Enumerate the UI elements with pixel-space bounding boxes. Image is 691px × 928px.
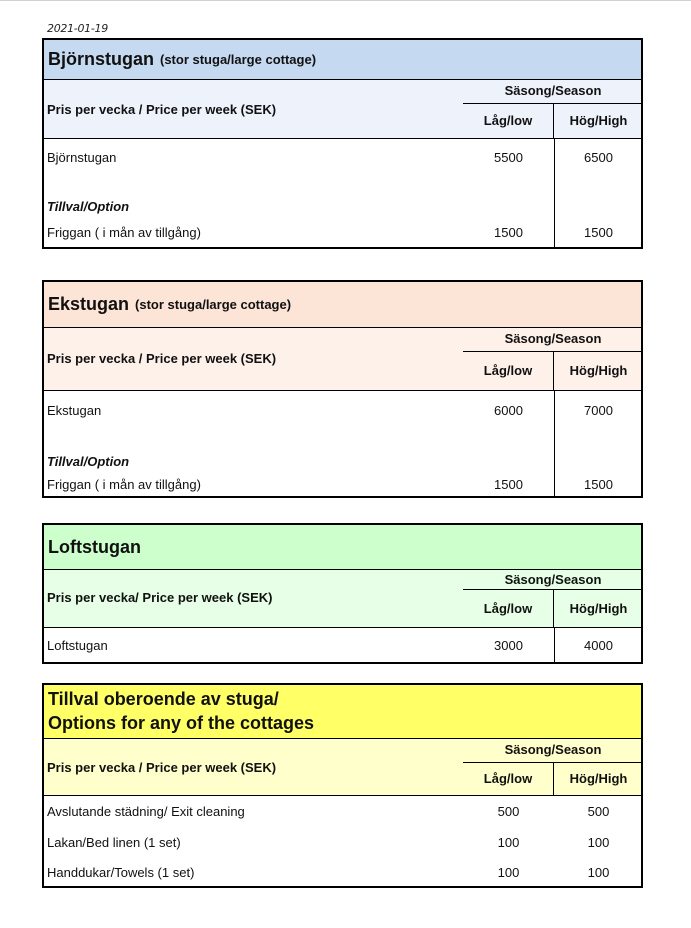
table-row	[44, 403, 641, 421]
top-border-line	[0, 0, 691, 1]
option-heading-row	[44, 199, 641, 217]
price-label: Pris per vecka / Price per week (SEK)	[47, 351, 277, 366]
tillval-title-line2: Options for any of the cottages	[48, 713, 315, 733]
row-low: 500	[497, 804, 520, 819]
table-row	[44, 638, 641, 656]
row-high: 1500	[584, 477, 613, 492]
ekstugan-price-header	[44, 328, 641, 391]
row-high: 1500	[584, 225, 613, 240]
bjornstugan-table	[42, 38, 643, 249]
season-label: Säsong/Season	[463, 570, 643, 590]
bjornstugan-subtitle: (stor stuga/large cottage)	[160, 52, 317, 67]
low-label: Låg/low	[463, 763, 554, 795]
ekstugan-table	[42, 280, 643, 498]
row-high: 100	[587, 835, 610, 850]
low-label: Låg/low	[463, 104, 554, 138]
bjornstugan-price-header	[44, 80, 641, 139]
season-label: Säsong/Season	[463, 328, 643, 352]
loftstugan-price-header	[44, 570, 641, 628]
option-label: Tillval/Option	[47, 454, 130, 469]
tillval-title-line1: Tillval oberoende av stuga/	[48, 689, 279, 709]
table-row	[44, 477, 641, 495]
loftstugan-title: Loftstugan	[48, 536, 141, 557]
season-label: Säsong/Season	[463, 739, 643, 763]
bjornstugan-title: Björnstugan	[48, 49, 154, 69]
row-high: 4000	[584, 638, 613, 653]
row-low: 5500	[494, 150, 523, 165]
table-row	[44, 804, 641, 822]
row-name: Friggan ( i mån av tillgång)	[47, 477, 201, 492]
document-date: 2021-01-19	[47, 22, 108, 35]
loftstugan-table	[42, 523, 643, 664]
table-row	[44, 150, 641, 168]
row-low: 3000	[494, 638, 523, 653]
row-name: Ekstugan	[47, 403, 102, 418]
option-heading-row	[44, 454, 641, 472]
row-name: Björnstugan	[47, 150, 117, 165]
bjornstugan-header	[44, 40, 641, 80]
low-label: Låg/low	[463, 590, 554, 627]
tillval-table	[42, 683, 643, 888]
tillval-price-header	[44, 739, 641, 796]
table-row	[44, 835, 641, 853]
high-label: Hög/High	[569, 771, 628, 786]
high-label: Hög/High	[569, 601, 628, 616]
row-low: 6000	[494, 403, 523, 418]
ekstugan-header	[44, 282, 641, 328]
tillval-header	[44, 685, 641, 739]
row-low: 100	[497, 865, 520, 880]
row-high: 6500	[584, 150, 613, 165]
high-label: Hög/High	[569, 113, 628, 128]
row-low: 100	[497, 835, 520, 850]
season-label: Säsong/Season	[463, 80, 643, 104]
option-label: Tillval/Option	[47, 199, 130, 214]
row-low: 1500	[494, 225, 523, 240]
row-high: 7000	[584, 403, 613, 418]
row-name: Lakan/Bed linen (1 set)	[47, 835, 181, 850]
price-label: Pris per vecka / Price per week (SEK)	[47, 760, 277, 775]
row-high: 500	[587, 804, 610, 819]
row-low: 1500	[494, 477, 523, 492]
ekstugan-title: Ekstugan	[48, 294, 130, 314]
row-name: Avslutande städning/ Exit cleaning	[47, 804, 245, 819]
low-label: Låg/low	[463, 352, 554, 390]
high-label: Hög/High	[569, 363, 628, 378]
price-label: Pris per vecka / Price per week (SEK)	[47, 102, 277, 117]
table-row	[44, 225, 641, 243]
loftstugan-header	[44, 525, 641, 570]
row-name: Loftstugan	[47, 638, 108, 653]
price-label: Pris per vecka/ Price per week (SEK)	[47, 590, 273, 605]
row-name: Friggan ( i mån av tillgång)	[47, 225, 201, 240]
table-row	[44, 865, 641, 883]
ekstugan-subtitle: (stor stuga/large cottage)	[135, 297, 292, 312]
row-high: 100	[587, 865, 610, 880]
row-name: Handdukar/Towels (1 set)	[47, 865, 195, 880]
